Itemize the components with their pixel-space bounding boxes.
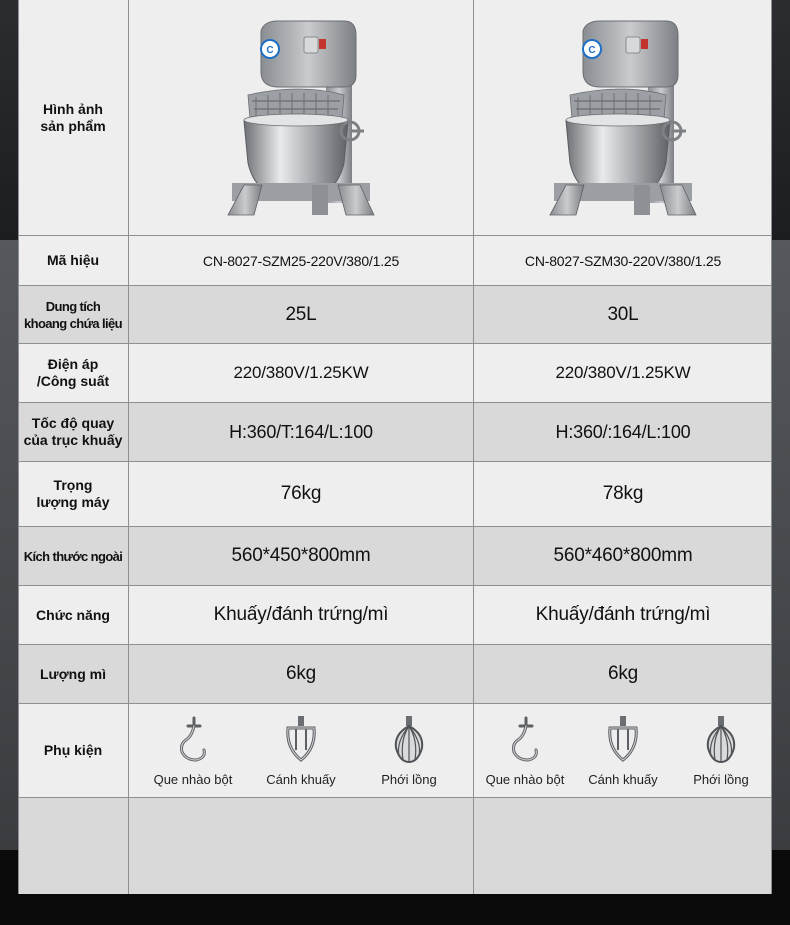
model-value-2: CN-8027-SZM30-220V/380/1.25 bbox=[524, 252, 722, 269]
dough-hook-icon bbox=[507, 714, 543, 764]
column-divider bbox=[473, 0, 474, 894]
speed-value-1: H:360/T:164/L:100 bbox=[229, 421, 373, 442]
dimensions-value-1: 560*450*800mm bbox=[231, 545, 371, 566]
accessory-item bbox=[480, 714, 570, 787]
accessory-label: Cánh khuấy bbox=[266, 772, 336, 787]
row-label: Kích thước ngoài bbox=[23, 548, 123, 564]
accessory-label: Cánh khuấy bbox=[588, 772, 658, 787]
stand-mixer-image-2 bbox=[548, 13, 698, 223]
speed-value-2: H:360/:164/L:100 bbox=[555, 421, 691, 442]
accessory-label: Phới lồng bbox=[381, 772, 437, 787]
capacity-value-2: 30L bbox=[607, 303, 639, 325]
accessory-item bbox=[256, 714, 346, 787]
accessory-item bbox=[578, 714, 668, 787]
accessory-label: Que nhào bột bbox=[153, 772, 233, 787]
row-rotation-speed bbox=[18, 403, 772, 462]
column-divider bbox=[128, 0, 129, 894]
flat-beater-icon bbox=[283, 714, 319, 764]
row-dough-amount bbox=[18, 645, 772, 704]
row-label: Phụ kiện bbox=[43, 742, 103, 758]
row-function bbox=[18, 586, 772, 645]
row-dimensions bbox=[18, 527, 772, 586]
weight-value-1: 76kg bbox=[280, 483, 322, 504]
spec-table bbox=[18, 0, 772, 894]
voltage-value-2: 220/380V/1.25KW bbox=[555, 363, 691, 382]
capacity-value-1: 25L bbox=[285, 303, 317, 325]
voltage-value-1: 220/380V/1.25KW bbox=[233, 363, 369, 382]
accessory-item bbox=[148, 714, 238, 787]
row-label: Chức năng bbox=[36, 606, 110, 623]
row-label: Điện áp /Công suất bbox=[36, 356, 110, 389]
dough-hook-icon bbox=[175, 714, 211, 764]
row-label: Trọng lượng máy bbox=[36, 477, 110, 510]
row-label: Tốc độ quay của trục khuấy bbox=[23, 415, 123, 448]
row-accessories bbox=[18, 704, 772, 798]
row-model bbox=[18, 236, 772, 286]
wire-whisk-icon bbox=[703, 714, 739, 764]
function-value-1: Khuấy/đánh trứng/mì bbox=[213, 604, 389, 625]
row-label: Mã hiệu bbox=[46, 252, 100, 268]
row-label: Hình ảnh sản phẩm bbox=[40, 100, 106, 134]
wire-whisk-icon bbox=[391, 714, 427, 764]
flat-beater-icon bbox=[605, 714, 641, 764]
weight-value-2: 78kg bbox=[602, 483, 644, 504]
row-label: Lượng mì bbox=[40, 665, 106, 682]
model-value-1: CN-8027-SZM25-220V/380/1.25 bbox=[202, 252, 400, 269]
row-empty bbox=[18, 798, 772, 894]
row-product-image bbox=[18, 0, 772, 236]
function-value-2: Khuấy/đánh trứng/mì bbox=[535, 604, 711, 625]
row-voltage-power bbox=[18, 344, 772, 403]
table-border-right bbox=[771, 0, 772, 894]
row-label: Dung tích khoang chứa liệu bbox=[23, 298, 123, 331]
accessory-label: Que nhào bột bbox=[485, 772, 565, 787]
table-border-left bbox=[18, 0, 19, 894]
dough-value-1: 6kg bbox=[285, 663, 317, 684]
stand-mixer-image-1 bbox=[226, 13, 376, 223]
accessory-item bbox=[676, 714, 766, 787]
dimensions-value-2: 560*460*800mm bbox=[553, 545, 693, 566]
row-capacity bbox=[18, 286, 772, 344]
accessory-item bbox=[364, 714, 454, 787]
accessory-label: Phới lồng bbox=[693, 772, 749, 787]
row-weight bbox=[18, 462, 772, 527]
dough-value-2: 6kg bbox=[607, 663, 639, 684]
